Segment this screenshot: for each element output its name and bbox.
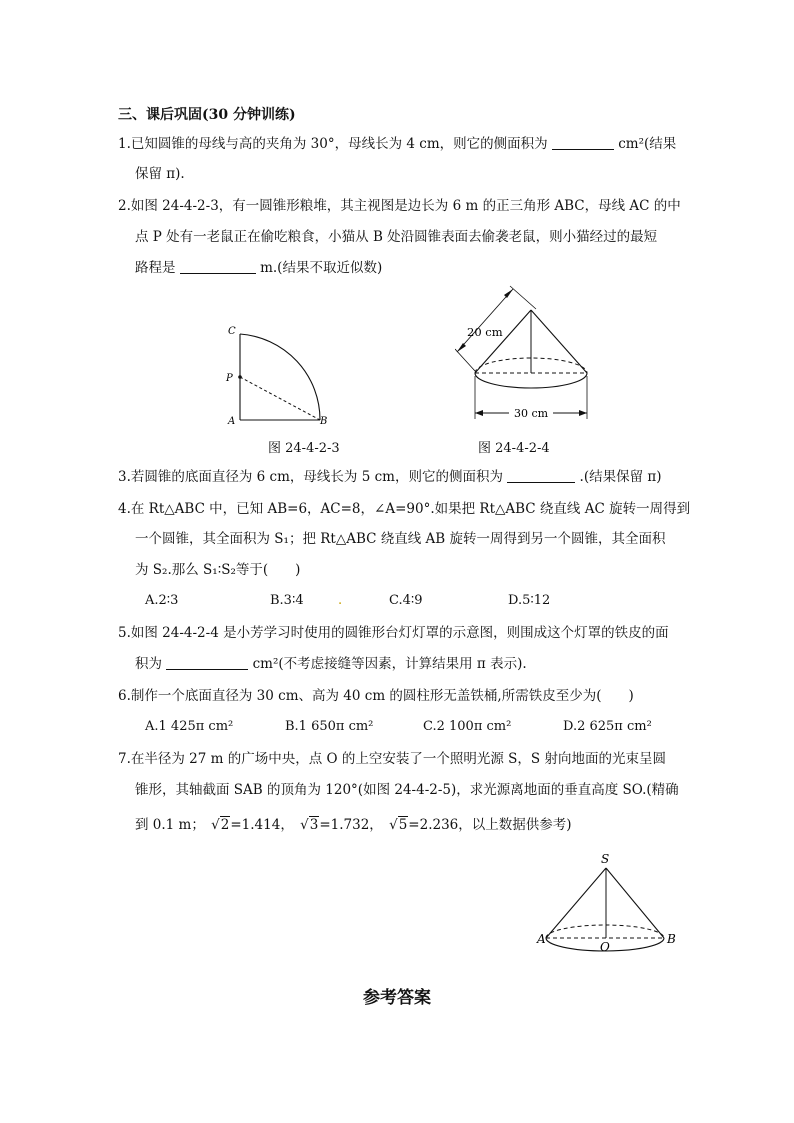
sqrt-3-value: =1.732， <box>319 817 383 833</box>
question-4-line-1: 4.在 Rt△ABC 中，已知 AB=6，AC=8，∠A=90°.如果把 Rt△ABC 绕直线 AC 旋转一周得到 <box>118 501 691 517</box>
q5-text-post: cm²(不考虑接缝等因素，计算结果用 π 表示). <box>252 656 527 672</box>
q7-text: 到 0.1 m； <box>135 817 205 833</box>
question-4-line-2: 一个圆锥，其全面积为 S₁；把 Rt△ABC 绕直线 AB 旋转一周得到另一个圆锥，其全面积 <box>135 531 666 547</box>
label-b: B <box>667 932 676 946</box>
answers-heading: 参考答案 <box>363 988 431 1008</box>
q1-text: 1.已知圆锥的母线与高的夹角为 30°，母线长为 4 cm，则它的侧面积为 <box>118 136 548 152</box>
q1-text-post: cm²(结果 <box>618 136 677 152</box>
q3-answer-blank[interactable] <box>507 468 575 483</box>
figure-light-cone <box>536 848 680 960</box>
q5-answer-blank[interactable] <box>166 655 248 670</box>
diameter-label: 30 cm <box>514 407 549 420</box>
q4-option-b[interactable]: B.3∶4 <box>270 593 304 608</box>
q4-option-d[interactable]: D.5∶12 <box>508 593 551 608</box>
question-5-line-2 <box>135 655 527 673</box>
q6-option-a[interactable]: A.1 425π cm² <box>145 719 234 734</box>
q6-option-c[interactable]: C.2 100π cm² <box>423 719 512 734</box>
stray-dot: . <box>338 593 343 608</box>
sqrt-3: √3 <box>300 817 319 833</box>
question-1-line-1 <box>118 135 676 153</box>
question-7-line-3 <box>135 816 572 834</box>
label-s: S <box>601 852 610 866</box>
sqrt-5: √5 <box>389 817 408 833</box>
q2-text-post: m.(结果不取近似数) <box>260 260 383 276</box>
figure-quarter-sector <box>220 318 340 430</box>
q6-option-b[interactable]: B.1 650π cm² <box>285 719 374 734</box>
q1-answer-blank[interactable] <box>552 135 614 150</box>
q3-text: 3.若圆锥的底面直径为 6 cm，母线长为 5 cm，则它的侧面积为 <box>118 469 503 485</box>
label-a: A <box>537 932 546 946</box>
label-b: B <box>320 416 328 427</box>
question-2-line-2: 点 P 处有一老鼠正在偷吃粮食，小猫从 B 处沿圆锥表面去偷袭老鼠，则小猫经过的最短 <box>135 229 658 245</box>
label-o: O <box>600 940 610 954</box>
figure-caption-2: 图 24-4-2-4 <box>478 441 550 456</box>
q4-option-c[interactable]: C.4∶9 <box>389 593 423 608</box>
section-title: 三、课后巩固(30 分钟训练) <box>118 107 296 123</box>
question-7-line-1: 7.在半径为 27 m 的广场中央，点 O 的上空安装了一个照明光源 S，S 射向地面的光束呈圆 <box>118 751 666 767</box>
question-3 <box>118 468 662 486</box>
question-1-line-2: 保留 π). <box>135 166 185 182</box>
q4-option-a[interactable]: A.2∶3 <box>145 593 179 608</box>
figure-lampshade-cone <box>455 285 605 435</box>
sqrt-5-value: =2.236，以上数据供参考) <box>408 817 572 833</box>
q3-text-post: .(结果保留 π) <box>579 469 662 485</box>
question-6-line-1: 6.制作一个底面直径为 30 cm、高为 40 cm 的圆柱形无盖铁桶,所需铁皮至少为( ) <box>118 688 634 704</box>
question-5-line-1: 5.如图 24-4-2-4 是小芳学习时使用的圆锥形台灯灯罩的示意图，则围成这个灯罩的铁皮的面 <box>118 625 669 641</box>
label-p: P <box>226 373 233 384</box>
question-2-line-1: 2.如图 24-4-2-3，有一圆锥形粮堆，其主视图是边长为 6 m 的正三角形 ABC，母线 AC 的中 <box>118 198 681 214</box>
q6-option-d[interactable]: D.2 625π cm² <box>563 719 652 734</box>
question-2-line-3 <box>135 259 382 277</box>
q2-answer-blank[interactable] <box>180 259 256 274</box>
slant-label: 20 cm <box>467 325 503 339</box>
figure-caption-1: 图 24-4-2-3 <box>268 441 340 456</box>
q2-text: 路程是 <box>135 260 176 276</box>
sqrt-2: √2 <box>211 817 230 833</box>
label-a: A <box>228 416 236 427</box>
label-c: C <box>228 326 236 337</box>
sqrt-2-value: =1.414， <box>230 817 294 833</box>
question-4-line-3: 为 S₂.那么 S₁∶S₂等于( ) <box>135 562 301 578</box>
q5-text: 积为 <box>135 656 162 672</box>
question-7-line-2: 锥形，其轴截面 SAB 的顶角为 120°(如图 24-4-2-5)，求光源离地面的垂直高度 SO.(精确 <box>135 782 679 798</box>
